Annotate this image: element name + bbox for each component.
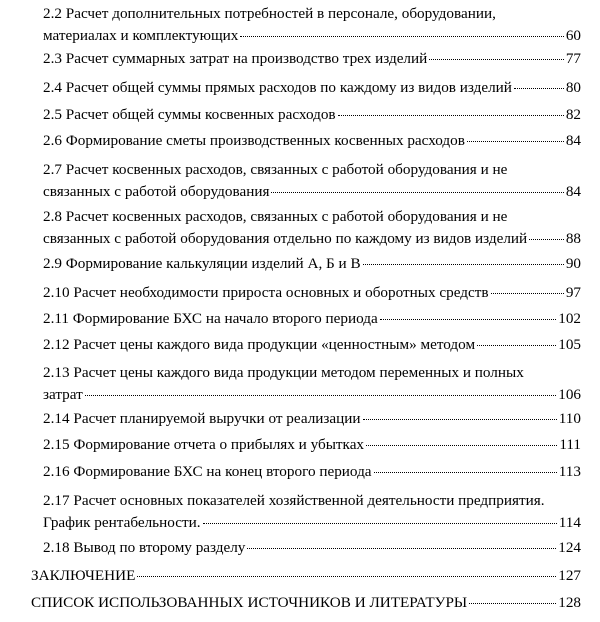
toc-page-number: 84 <box>565 183 581 200</box>
toc-entry-title: 2.18 Вывод по второму разделу <box>43 539 246 556</box>
dot-leader <box>529 239 564 240</box>
toc-entry-line <box>43 253 581 275</box>
toc-entry-line <box>43 282 581 304</box>
toc-entry-line <box>43 461 581 483</box>
toc-page-number: 88 <box>565 230 581 247</box>
toc-entry-title: График рентабельности. <box>43 514 201 531</box>
dot-leader <box>366 445 557 446</box>
toc-page-number: 102 <box>558 310 581 327</box>
dot-leader <box>491 293 564 294</box>
dot-leader <box>374 472 557 473</box>
toc-entry-title: 2.15 Формирование отчета о прибылях и убытках <box>43 436 365 453</box>
toc-entry[interactable] <box>43 490 581 534</box>
toc-entry[interactable] <box>43 408 581 430</box>
toc-entry-title: 2.2 Расчет дополнительных потребностей в персонале, оборудовании, <box>43 5 496 22</box>
toc-entry[interactable] <box>43 3 581 47</box>
dot-leader <box>467 141 564 142</box>
toc-entry-line <box>43 512 581 534</box>
dot-leader <box>247 548 556 549</box>
toc-entry[interactable] <box>31 565 581 587</box>
dot-leader <box>338 115 564 116</box>
toc-entry-title: 2.17 Расчет основных показателей хозяйственной деятельности предприятия. <box>43 492 545 509</box>
toc-page-number: 84 <box>565 132 581 149</box>
dot-leader <box>514 88 564 89</box>
toc-page-number: 80 <box>565 79 581 96</box>
toc-entry[interactable] <box>43 77 581 99</box>
toc-entry[interactable] <box>43 48 581 70</box>
toc-page-number: 127 <box>558 567 581 584</box>
toc-entry-title: 2.12 Расчет цены каждого вида продукции «ценностным» методом <box>43 336 476 353</box>
toc-entry[interactable] <box>43 206 581 250</box>
toc-entry[interactable] <box>43 253 581 275</box>
toc-entry-line <box>31 592 581 614</box>
dot-leader <box>469 603 556 604</box>
toc-entry-line <box>43 104 581 126</box>
toc-entry-title: 2.3 Расчет суммарных затрат на производство трех изделий <box>43 50 428 67</box>
dot-leader <box>380 319 556 320</box>
toc-page-number: 128 <box>558 594 581 611</box>
toc-entry-title: 2.16 Формирование БХС на конец второго периода <box>43 463 372 480</box>
dot-leader <box>137 576 556 577</box>
toc-entry-title: 2.13 Расчет цены каждого вида продукции методом переменных и полных <box>43 364 524 381</box>
toc-page-number: 113 <box>558 463 581 480</box>
toc-entry-line <box>43 48 581 70</box>
toc-entry-title: 2.11 Формирование БХС на начало второго периода <box>43 310 378 327</box>
toc-entry-title: 2.10 Расчет необходимости прироста основных и оборотных средств <box>43 284 489 301</box>
toc-page-number: 110 <box>558 410 581 427</box>
dot-leader <box>240 36 563 37</box>
toc-entry-title: 2.6 Формирование сметы производственных косвенных расходов <box>43 132 465 149</box>
toc-entry-title: 2.5 Расчет общей суммы косвенных расходов <box>43 106 336 123</box>
toc-entry-title: затрат <box>43 386 83 403</box>
toc-entry-line <box>43 228 581 250</box>
toc-page-number: 82 <box>565 106 581 123</box>
toc-entry[interactable] <box>43 130 581 152</box>
toc-entry-line <box>43 334 581 356</box>
dot-leader <box>477 345 556 346</box>
toc-entry-title: 2.9 Формирование калькуляции изделий А, Б и В <box>43 255 361 272</box>
toc-entry-line <box>43 384 581 406</box>
toc-page-number: 97 <box>565 284 581 301</box>
toc-entry[interactable] <box>43 282 581 304</box>
toc-entry[interactable] <box>43 334 581 356</box>
toc-entry-line <box>43 159 581 181</box>
toc-entry-line <box>43 130 581 152</box>
toc-entry[interactable] <box>43 362 581 406</box>
toc-entry-title: материалах и комплектующих <box>43 27 239 44</box>
toc-entry-title: 2.14 Расчет планируемой выручки от реализации <box>43 410 361 427</box>
toc-entry[interactable] <box>43 308 581 330</box>
toc-entry-title: связанных с работой оборудования отдельно по каждому из видов изделий <box>43 230 528 247</box>
toc-entry[interactable] <box>43 104 581 126</box>
toc-entry[interactable] <box>43 434 581 456</box>
dot-leader <box>363 419 557 420</box>
dot-leader <box>271 192 563 193</box>
toc-entry-title: 2.4 Расчет общей суммы прямых расходов по каждому из видов изделий <box>43 79 512 96</box>
toc-page-number: 111 <box>559 436 581 453</box>
toc-entry-title: связанных с работой оборудования <box>43 183 270 200</box>
toc-entry-title: 2.8 Расчет косвенных расходов, связанных с работой оборудования и не <box>43 208 508 225</box>
toc-entry-line <box>43 490 581 512</box>
toc-entry-line <box>43 362 581 384</box>
toc-entry-line <box>43 25 581 47</box>
toc-entry-line <box>43 206 581 228</box>
toc-entry-line <box>31 565 581 587</box>
toc-entry[interactable] <box>43 537 581 559</box>
toc-entry-title: 2.7 Расчет косвенных расходов, связанных с работой оборудования и не <box>43 161 508 178</box>
toc-entry-line <box>43 181 581 203</box>
toc-page-number: 124 <box>558 539 581 556</box>
dot-leader <box>363 264 564 265</box>
toc-entry-line <box>43 408 581 430</box>
toc-entry[interactable] <box>31 592 581 614</box>
toc-entry-title: ЗАКЛЮЧЕНИЕ <box>31 567 136 584</box>
toc-entry-title: СПИСОК ИСПОЛЬЗОВАННЫХ ИСТОЧНИКОВ И ЛИТЕРАТУРЫ <box>31 594 468 611</box>
dot-leader <box>203 523 557 524</box>
toc-page-number: 60 <box>565 27 581 44</box>
toc-entry-line <box>43 537 581 559</box>
dot-leader <box>85 395 556 396</box>
toc-page-number: 77 <box>565 50 581 67</box>
dot-leader <box>429 59 564 60</box>
toc-page-number: 106 <box>558 386 581 403</box>
toc-entry-line <box>43 3 581 25</box>
toc-page-number: 90 <box>565 255 581 272</box>
toc-entry[interactable] <box>43 461 581 483</box>
toc-entry[interactable] <box>43 159 581 203</box>
toc-entry-line <box>43 77 581 99</box>
toc-entry-line <box>43 308 581 330</box>
toc-page-number: 114 <box>558 514 581 531</box>
toc-page-number: 105 <box>558 336 581 353</box>
toc-entry-line <box>43 434 581 456</box>
